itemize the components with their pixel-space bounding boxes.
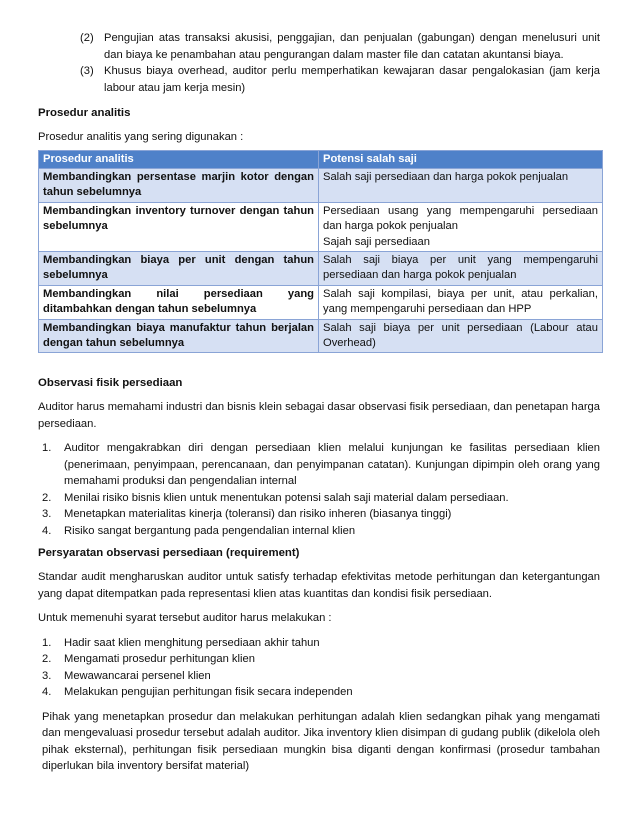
table-cell-prosedur: Membandingkan persentase marjin kotor dengan tahun sebelumnya: [39, 168, 319, 202]
intro-numbered-list: [80, 30, 600, 96]
list-text: Mewawancarai persenel klien: [64, 669, 211, 682]
list-number: 1.: [42, 442, 52, 455]
list-number: (2): [80, 32, 94, 44]
list-item: [42, 668, 600, 685]
table-header-prosedur: Prosedur analitis: [39, 150, 319, 168]
list-item: [80, 63, 600, 96]
list-item: [42, 651, 600, 668]
table-cell-prosedur: Membandingkan biaya per unit dengan tahun sebelumnya: [39, 251, 319, 285]
list-item: [80, 30, 600, 63]
list-text: Risiko sangat bergantung pada pengendalian internal klien: [64, 524, 356, 537]
section-heading-persyaratan: Persyaratan observasi persediaan (requirement): [38, 547, 300, 560]
table-cell-potensi: Salah saji biaya per unit yang mempengaruhi persediaan dan harga pokok penjualan: [319, 251, 603, 285]
list-item: [42, 684, 600, 701]
list-item: [42, 523, 600, 540]
list-text: Khusus biaya overhead, auditor perlu memperhatikan kewajaran dasar pengalokasian (jam kerja labour atau jam kerja mesin): [104, 65, 600, 94]
table-cell-potensi: Salah saji kompilasi, biaya per unit, atau perkalian, yang mempengaruhi persediaan dan HPP: [319, 285, 603, 319]
list-text: Mengamati prosedur perhitungan klien: [64, 653, 255, 666]
table-cell-potensi: Salah saji biaya per unit persediaan (Labour atau Overhead): [319, 319, 603, 353]
list-item: [42, 506, 600, 523]
table-row: [39, 251, 603, 285]
table-row: [39, 319, 603, 353]
observation-steps-list: [42, 440, 600, 539]
list-item: [42, 635, 600, 652]
list-number: 4.: [42, 686, 52, 699]
table-cell-potensi: [319, 202, 603, 251]
list-text: Hadir saat klien menghitung persediaan akhir tahun: [64, 636, 320, 649]
list-text: Menilai risiko bisnis klien untuk menentukan potensi salah saji material dalam persediaan.: [64, 491, 509, 504]
section-heading-prosedur-analitis: Prosedur analitis: [38, 107, 131, 119]
table-cell-potensi: Salah saji persediaan dan harga pokok penjualan: [319, 168, 603, 202]
section-paragraph: Standar audit mengharuskan auditor untuk satisfy terhadap efektivitas metode perhitungan dan ketergantungan yang dapat ditempatkan pada representasi klien atas kuantitas dan kondisi fisik persediaan.: [38, 571, 600, 600]
table-row: [39, 168, 603, 202]
list-text: Auditor mengakrabkan diri dengan persediaan klien melalui kunjungan ke fasilitas persediaan klien (penerimaan, penyimpaan, perencanaan, dan penyimpanan catatan). Kunjungan dipimpin oleh orang yang memahami produksi dan pengendalian internal: [64, 442, 600, 488]
table-row: [39, 285, 603, 319]
analytical-procedures-table: [38, 150, 603, 354]
list-number: 3.: [42, 669, 52, 682]
list-number: 3.: [42, 508, 52, 521]
table-cell-prosedur: Membandingkan inventory turnover dengan tahun sebelumnya: [39, 202, 319, 251]
list-number: 2.: [42, 491, 52, 504]
list-text: Menetapkan materialitas kinerja (toleransi) dan risiko inheren (biasanya tinggi): [64, 508, 452, 521]
table-header-potensi: Potensi salah saji: [319, 150, 603, 168]
section-heading-observasi-fisik: Observasi fisik persediaan: [38, 377, 183, 390]
table-header-row: [39, 150, 603, 168]
table-cell-prosedur: Membandingkan biaya manufaktur tahun berjalan dengan tahun sebelumnya: [39, 319, 319, 353]
section-intro: Prosedur analitis yang sering digunakan :: [38, 131, 244, 143]
section-paragraph: Auditor harus memahami industri dan bisnis klein sebagai dasar observasi fisik persediaan, dan penetapan harga persediaan.: [38, 401, 600, 430]
list-number: 2.: [42, 653, 52, 666]
list-number: (3): [80, 65, 94, 77]
list-text: Melakukan pengujian perhitungan fisik secara independen: [64, 686, 353, 699]
list-item: [42, 490, 600, 507]
list-number: 1.: [42, 636, 52, 649]
table-cell-line: Sajah saji persediaan: [323, 235, 430, 248]
list-text: Pengujian atas transaksi akusisi, penggajian, dan penjualan (gabungan) dengan menelusuri unit dan biaya ke penambahan atau pengurangan dalam master file dan catatan akuntansi biaya.: [104, 32, 600, 61]
table-row: [39, 202, 603, 251]
list-item: [42, 440, 600, 490]
list-number: 4.: [42, 524, 52, 537]
closing-paragraph: Pihak yang menetapkan prosedur dan melakukan perhitungan adalah klien sedangkan pihak yang mengamati dan mengevaluasi prosedur tersebut adalah auditor. Jika inventory klien disimpan di gudang publik (dikelola oleh pihak eksternal), perhitungan fisik persediaan mungkin bisa diganti dengan konfirmasi (prosedur tambahan diperlukan bila inventory bersifat material): [42, 710, 600, 773]
table-cell-prosedur: Membandingkan nilai persediaan yang ditambahkan dengan tahun sebelumnya: [39, 285, 319, 319]
section-intro: Untuk memenuhi syarat tersebut auditor harus melakukan :: [38, 612, 332, 625]
table-cell-line: Persediaan usang yang mempengaruhi persediaan dan harga pokok penjualan: [323, 204, 598, 233]
requirements-list: [42, 635, 600, 701]
